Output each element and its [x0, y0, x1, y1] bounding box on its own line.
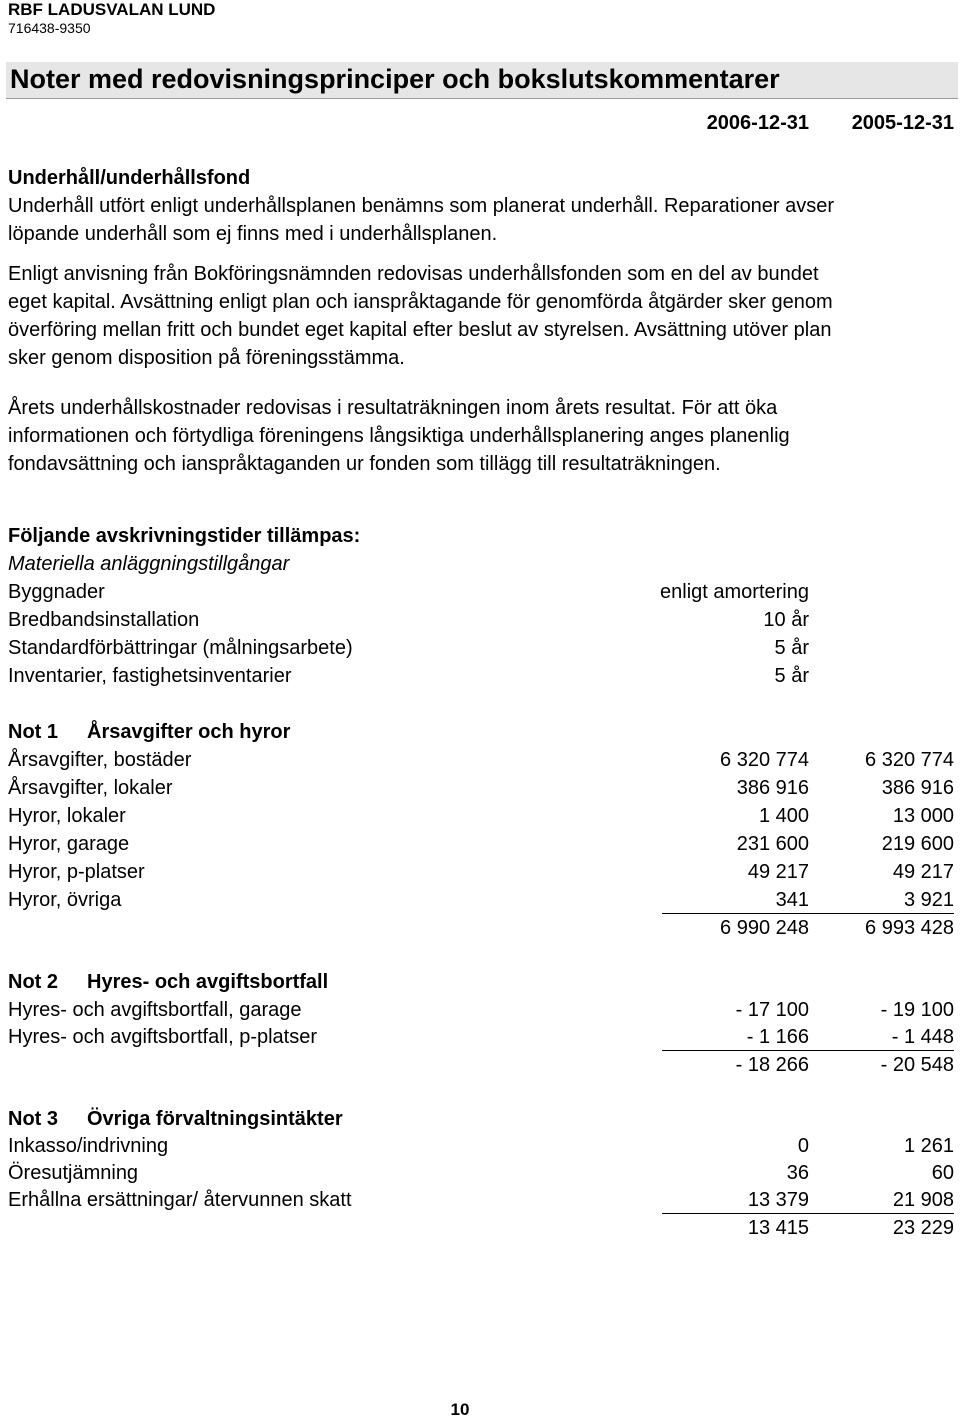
table-row-label: Öresutjämning	[8, 1162, 139, 1184]
page-title: Noter med redovisningsprinciper och bokslutskommentarer	[10, 64, 780, 94]
table-cell-2005: 13 000	[892, 805, 954, 827]
depreciation-heading: Följande avskrivningstider tillämpas:	[8, 525, 361, 547]
table-cell-2006: 231 600	[736, 833, 809, 855]
title-bar	[6, 62, 958, 99]
table-row-label: Hyres- och avgiftsbortfall, garage	[8, 999, 302, 1021]
note3-title: Övriga förvaltningsintäkter	[87, 1108, 343, 1130]
table-cell-2005: 219 600	[881, 833, 954, 855]
table-cell-2005: 1 261	[903, 1135, 954, 1157]
table-cell-2006: 1 400	[758, 805, 809, 827]
text-line: sker genom disposition på föreningsstämma.	[8, 347, 405, 369]
depreciation-label: Byggnader	[8, 581, 105, 603]
note1-total-2006: 6 990 248	[720, 917, 809, 939]
table-row-label: Årsavgifter, bostäder	[8, 749, 192, 771]
page-number: 10	[450, 1400, 470, 1419]
text-line: Underhåll utfört enligt underhållsplanen benämns som planerat underhåll. Reparationer avser	[8, 195, 835, 217]
depreciation-subheading: Materiella anläggningstillgångar	[8, 553, 290, 575]
org-name: RBF LADUSVALAN LUND	[8, 0, 216, 19]
note2-title: Hyres- och avgiftsbortfall	[87, 971, 329, 993]
text-line: överföring mellan fritt och bundet eget kapital efter beslut av styrelsen. Avsättning utöver plan	[8, 319, 832, 341]
table-cell-2006: - 17 100	[735, 999, 809, 1021]
note1-number: Not 1	[8, 721, 58, 743]
note1-title: Årsavgifter och hyror	[87, 721, 291, 743]
maintenance-para3	[8, 394, 790, 478]
sum-divider	[662, 913, 954, 914]
table-cell-2006: - 1 166	[746, 1026, 809, 1048]
text-line: Årets underhållskostnader redovisas i resultaträkningen inom årets resultat. För att öka	[8, 397, 778, 419]
table-cell-2005: - 19 100	[880, 999, 954, 1021]
table-cell-2006: 0	[797, 1135, 809, 1157]
note3-total-2005: 23 229	[892, 1217, 954, 1239]
maintenance-para1	[8, 192, 834, 248]
org-number: 716438-9350	[8, 20, 91, 36]
table-cell-2005: - 1 448	[891, 1026, 954, 1048]
text-line: löpande underhåll som ej finns med i underhållsplanen.	[8, 223, 498, 245]
table-cell-2005: 6 320 774	[865, 749, 954, 771]
table-cell-2006: 386 916	[736, 777, 809, 799]
table-cell-2006: 6 320 774	[720, 749, 809, 771]
table-cell-2005: 3 921	[903, 889, 954, 911]
maintenance-heading: Underhåll/underhållsfond	[8, 167, 251, 189]
note2-total-2005: - 20 548	[880, 1054, 954, 1076]
depreciation-value: 5 år	[774, 665, 809, 687]
table-cell-2006: 341	[775, 889, 809, 911]
table-row-label: Hyres- och avgiftsbortfall, p-platser	[8, 1026, 318, 1048]
table-cell-2006: 49 217	[747, 861, 809, 883]
sum-divider	[662, 1213, 954, 1214]
text-line: fondavsättning och ianspråktaganden ur fonden som tillägg till resultaträkningen.	[8, 453, 721, 475]
table-row-label: Hyror, p-platser	[8, 861, 145, 883]
depreciation-value: enligt amortering	[660, 581, 809, 603]
note1-total-2005: 6 993 428	[865, 917, 954, 939]
table-cell-2005: 49 217	[892, 861, 954, 883]
note2-number: Not 2	[8, 971, 58, 993]
table-row-label: Hyror, garage	[8, 833, 130, 855]
table-row-label: Hyror, lokaler	[8, 805, 126, 827]
table-row-label: Inkasso/indrivning	[8, 1135, 169, 1157]
depreciation-label: Bredbandsinstallation	[8, 609, 200, 631]
text-line: informationen och förtydliga föreningens långsiktiga underhållsplanering anges planenlig	[8, 425, 790, 447]
text-line: eget kapital. Avsättning enligt plan och ianspråktagande för genomförda åtgärder sker genom	[8, 291, 833, 313]
table-row-label: Årsavgifter, lokaler	[8, 777, 173, 799]
depreciation-label: Standardförbättringar (målningsarbete)	[8, 637, 353, 659]
sum-divider	[662, 1050, 954, 1051]
maintenance-para2	[8, 260, 833, 372]
table-cell-2006: 36	[786, 1162, 809, 1184]
text-line: Enligt anvisning från Bokföringsnämnden redovisas underhållsfonden som en del av bundet	[8, 263, 819, 285]
table-row-label: Hyror, övriga	[8, 889, 122, 911]
depreciation-value: 5 år	[774, 637, 809, 659]
note2-total-2006: - 18 266	[735, 1054, 809, 1076]
table-cell-2005: 386 916	[881, 777, 954, 799]
table-cell-2005: 60	[931, 1162, 954, 1184]
note3-total-2006: 13 415	[747, 1217, 809, 1239]
table-row-label: Erhållna ersättningar/ återvunnen skatt	[8, 1189, 352, 1211]
table-cell-2006: 13 379	[747, 1189, 809, 1211]
column-header-2006: 2006-12-31	[706, 112, 809, 134]
column-header-2005: 2005-12-31	[851, 112, 954, 134]
table-cell-2005: 21 908	[892, 1189, 954, 1211]
depreciation-value: 10 år	[763, 609, 809, 631]
note3-number: Not 3	[8, 1108, 58, 1130]
depreciation-label: Inventarier, fastighetsinventarier	[8, 665, 292, 687]
